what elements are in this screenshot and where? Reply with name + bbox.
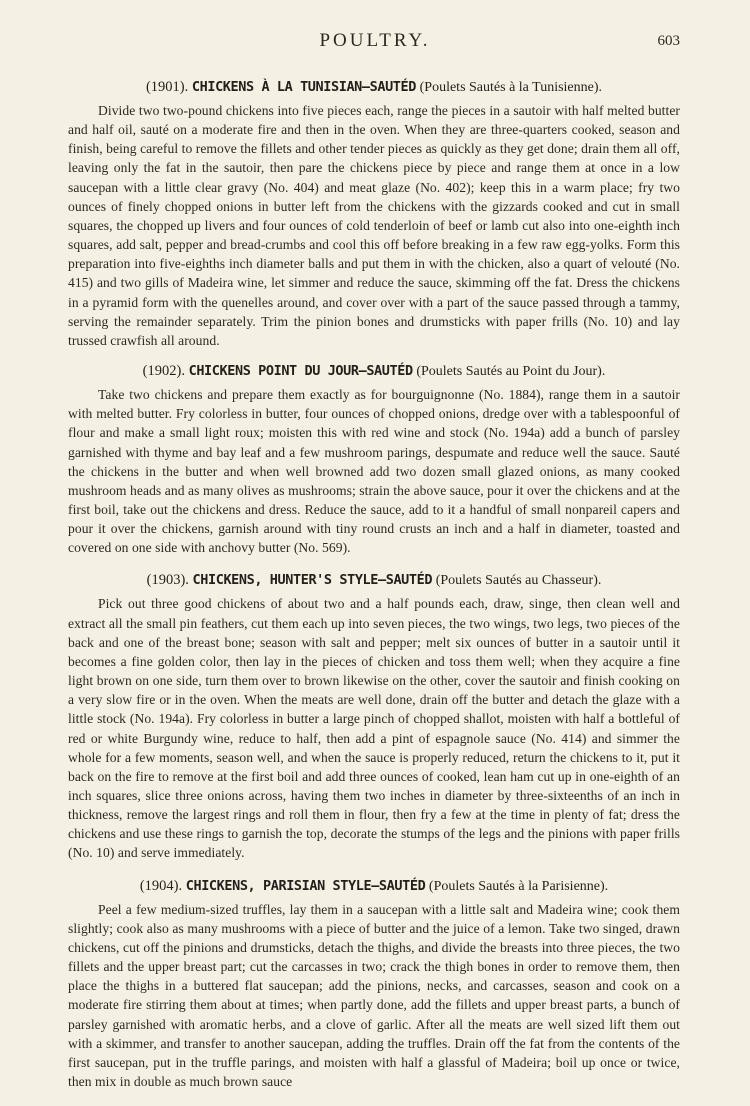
recipe-french-title: (Poulets Sautés au Chasseur). (435, 573, 602, 589)
recipe-french-title: (Poulets Sautés à la Parisienne). (428, 878, 609, 894)
recipe-title: CHICKENS À LA TUNISIAN—SAUTÉD (191, 79, 416, 95)
recipe-heading (68, 571, 680, 590)
recipe-number: (1901). (145, 79, 189, 95)
recipe-title: CHICKENS, PARISIAN STYLE—SAUTÉD (185, 877, 426, 894)
recipe-text: Peel a few medium-sized truffles, lay them in a saucepan with a little salt and Madeira wine; cook them slightly; cook also as many mushrooms with a piece of butter and the juice of a lemon. Take two singed, drawn chickens, cut off the pinions and drumsticks, detach the thighs, and divide the breasts into three pieces, the two fillets and the upper breast part; cut the carcasses in two; crack the thigh bones in order to remove them, then place the thighs in a buttered flat saucepan; add the pinions, necks, and carcasses, season and cook on a moderate fire stirring them about at times; when partly done, add the fillets and upper breast parts, a bunch of parsley garnished with aromatic herbs, and a clove of garlic. After all the meats are well sized lift them out with a skimmer, and transfer to another saucepan, adding the truffles. Drain off the fat from the contents of the first saucepan, put in the truffle parings, and moisten with half a glassful of Madeira; boil up once or twice, then mix in double as much brown sauce (68, 901, 680, 1090)
recipe-1901 (68, 78, 680, 350)
recipe-text: Take two chickens and prepare them exactly as for bourguignonne (No. 1884), range them in a sautoir with melted butter. Fry colorless in butter, four ounces of chopped onions, dredge over with a tablespoonful of flour and make a small light roux; moisten this with red wine and stock (No. 194a) add a bunch of parsley garnished with thyme and bay leaf and a few mushroom parings, despumate and reduce well the sauce. Sauté the chickens in the butter and when well browned add two dozen small glazed onions, as many cooked mushroom heads and as many olives as mushrooms; strain the above sauce, pour it over the chickens and at the first boil, take out the chickens and dress. Reduce the sauce, add to it a handful of small nonpareil capers and pour it over the chickens, garnish around with tiny round crusts an inch and a half in diameter, toasted and covered on one side with anchovy butter (No. 569). (68, 387, 680, 556)
recipe-text: Pick out three good chickens of about two and a half pounds each, draw, singe, then clean well and extract all the small pin feathers, cut them each up into seven pieces, the two wings, two legs, two pieces of the back and one of the breast bone; season with salt and pepper; melt six ounces of butter in a sautoir until it becomes a fine golden color, then lay in the pieces of chicken and toss them well; when they acquire a fine light brown on one side, turn them over to brown likewise on the other, cover the sautoir and finish cooking on a very slow fire or in the oven. When the meats are well done, drain off the butter and detach the glaze with a little stock (No. 194a). Fry colorless in butter a large pinch of chopped shallot, moisten with half a bottleful of red or white Burgundy wine, reduce to half, then add a pint of espagnole sauce (No. 414) and simmer the whole for a few moments, season well, and when the sauce is properly reduced, return the chickens to it, put it back on the fire to remove at the first boil and add three ounces of cooked, lean ham cut up in one-eighth of an inch squares, slice three onions across, having them two inches in diameter by three-sixteenths of an inch in thickness, remove the largest rings and roll them in flour, then fry a few at the time in plenty of fat; dress the chickens and use these rings to garnish the top, decorate the stumps of the legs and the pinions with paper frills (No. 10) and serve immediately. (68, 596, 680, 861)
recipe-title: CHICKENS POINT DU JOUR—SAUTÉD (188, 363, 413, 380)
recipe-number: (1904). (139, 877, 183, 894)
page-number: 603 (657, 33, 680, 49)
recipe-french-title: (Poulets Sautés au Point du Jour). (416, 364, 606, 380)
recipe-heading (68, 877, 680, 896)
recipe-number: (1903). (146, 572, 189, 589)
recipe-number: (1902). (142, 363, 185, 380)
page-content (68, 78, 680, 1091)
recipe-text: Divide two two-pound chickens into five pieces each, range the pieces in a sautoir with half melted butter and half oil, sauté on a moderate fire and then in the oven. When they are three-quarters cooked, season and finish, being careful to remove the fillets and other tender pieces as quickly as they get done; drain them all off, leaving only the fat in the sautoir, then pare the chickens piece by piece and range them at once in a low saucepan with a little clear gravy (No. 404) and meat glaze (No. 402); keep this in a warm place; fry two ounces of finely chopped onions in butter left from the chickens with the gizzards cooked and cut in small squares, the chopped up livers and four ounces of cold tenderloin of beef or lamb cut also into one-eighth inch squares, add salt, pepper and bread-crumbs and cool this off before breaking in a few raw egg-yolks. Form this preparation into five-eighths inch diameter balls and put them in with the chicken, also a quart of velouté (No. 415) and two gills of Madeira wine, let simmer and reduce the sauce, skimming off the fat. Dress the chickens in a pyramid form with the quenelles around, and cover over with a part of the sauce passed through a tammy, serving the remainder separately. Trim the pinion bones and drumsticks with paper frills (No. 10) and lay trussed crawfish all around. (68, 103, 680, 348)
recipe-title: CHICKENS, HUNTER'S STYLE—SAUTÉD (192, 572, 433, 589)
running-head (0, 30, 750, 56)
recipe-1903 (68, 571, 680, 862)
recipe-heading (68, 78, 680, 97)
recipe-1904 (68, 877, 680, 1092)
recipe-french-title: (Poulets Sautés à la Tunisienne). (419, 80, 603, 95)
running-title: POULTRY. (319, 30, 431, 51)
recipe-heading (68, 362, 680, 381)
recipe-1902 (68, 362, 680, 557)
